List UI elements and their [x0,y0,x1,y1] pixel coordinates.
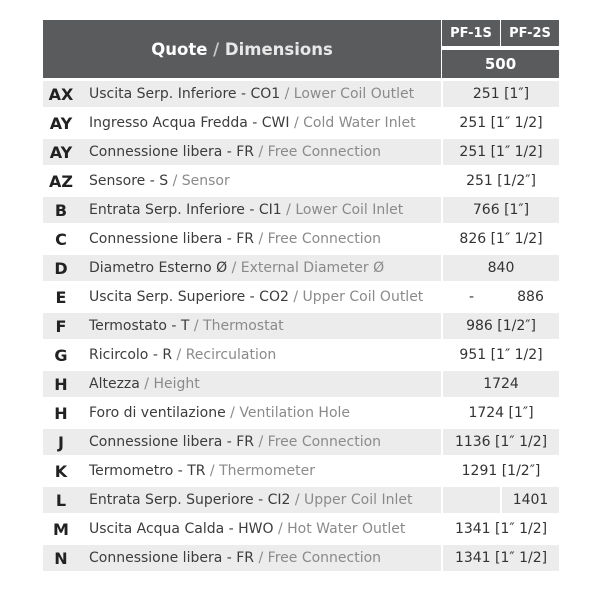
row-description [79,139,441,165]
row-value: 840 [441,255,559,281]
row-description-italian: Ricircolo - R [89,347,173,363]
table-row [43,429,559,455]
row-value: 1291 [1/2″] [441,458,559,484]
row-description-italian: Connessione libera - FR [89,434,255,450]
row-value-pf1s [441,487,500,513]
row-description-italian: Altezza [89,376,140,392]
row-code: D [43,255,79,281]
row-value: 951 [1″ 1/2] [441,342,559,368]
row-description-italian: Ingresso Acqua Fredda - CWI [89,115,290,131]
table-row [43,168,559,194]
model-header-pf2s: PF-2S [500,20,559,46]
row-value: 1724 [441,371,559,397]
row-description [79,226,441,252]
row-description-separator: / [172,347,186,363]
row-description-italian: Uscita Acqua Calda - HWO [89,521,274,537]
row-description-separator: / [290,492,305,508]
row-description-separator: / [139,376,154,392]
row-code: L [43,487,79,513]
table-title [43,20,441,78]
row-description-italian: Entrata Serp. Inferiore - CI1 [89,202,282,218]
row-description-separator: / [254,550,268,566]
row-description-english: Hot Water Outlet [287,521,406,537]
table-row [43,400,559,426]
table-row [43,226,559,252]
table-row [43,139,559,165]
row-code: J [43,429,79,455]
row-description-separator: / [168,173,182,189]
row-description [79,458,441,484]
table-row [43,516,559,542]
row-description-english: Lower Coil Inlet [295,202,404,218]
row-code: E [55,287,67,307]
row-value: 1341 [1″ 1/2] [441,545,559,571]
table-row [43,110,559,136]
row-description-italian: Uscita Serp. Superiore - CO2 [89,289,289,305]
row-description-english: Upper Coil Outlet [302,289,424,305]
row-description [79,284,441,310]
table-row [43,545,559,571]
row-description [79,429,441,455]
row-code: AZ [49,171,73,191]
row-description-italian: Termometro - TR [89,463,206,479]
row-description-english: External Diameter Ø [240,260,385,276]
row-description-english: Height [153,376,200,392]
row-description-english: Upper Coil Inlet [304,492,413,508]
row-value: 251 [1″ 1/2] [441,110,559,136]
table-row [43,342,559,368]
row-description-english: Thermometer [219,463,315,479]
table-row [43,458,559,484]
row-value-pf2s: 1401 [500,487,559,513]
row-value-pf1s: - [441,284,500,310]
row-description-italian: Foro di ventilazione [89,405,226,421]
dimensions-table-container [43,20,559,574]
row-code: H [54,403,68,423]
row-description-separator: / [288,289,303,305]
row-description-english: Sensor [181,173,230,189]
model-header-pf1s: PF-1S [441,20,500,46]
row-description-english: Ventilation Hole [239,405,351,421]
table-row [43,371,559,397]
row-value: 1341 [1″ 1/2] [441,516,559,542]
row-value: 766 [1″] [441,197,559,223]
row-description-italian: Connessione libera - FR [89,550,255,566]
row-description-separator: / [205,463,220,479]
row-code: H [43,371,79,397]
row-code: AY [49,113,73,133]
row-description-english: Recirculation [185,347,277,363]
row-value: 986 [1/2″] [441,313,559,339]
row-description [79,487,441,513]
table-title-italian: Quote [151,39,208,59]
row-code: G [54,345,68,365]
row-code: F [43,313,79,339]
row-description [79,110,441,136]
table-row [43,487,559,513]
row-description-italian: Connessione libera - FR [89,231,255,247]
row-description-separator: / [189,318,204,334]
row-description [79,516,441,542]
table-body [43,81,559,571]
table-title-english: Dimensions [224,39,333,59]
row-value: 251 [1/2″] [441,168,559,194]
row-description [79,168,441,194]
row-code: AX [43,81,79,107]
table-row [43,255,559,281]
row-description-english: Free Connection [267,144,382,160]
row-code: N [43,545,79,571]
row-description-english: Cold Water Inlet [303,115,416,131]
row-description [79,400,441,426]
table-row [43,313,559,339]
row-description-separator: / [254,144,268,160]
row-value-pf2s: 886 [500,284,559,310]
row-description-italian: Entrata Serp. Superiore - CI2 [89,492,291,508]
row-description [79,81,441,107]
row-description-english: Lower Coil Outlet [293,86,415,102]
dimensions-table [43,17,559,574]
size-header: 500 [441,49,559,78]
table-row [43,284,559,310]
row-description [79,197,441,223]
row-description-english: Thermostat [203,318,284,334]
row-description-english: Free Connection [267,550,382,566]
row-description-italian: Termostato - T [89,318,190,334]
row-description [79,255,441,281]
row-description-separator: / [280,86,294,102]
table-title-separator: / [207,39,225,59]
row-value: 251 [1″] [441,81,559,107]
row-code: K [54,461,68,481]
row-value: 1136 [1″ 1/2] [441,429,559,455]
table-row [43,197,559,223]
row-description [79,342,441,368]
row-description-separator: / [254,434,268,450]
row-value: 251 [1″ 1/2] [441,139,559,165]
row-description-separator: / [281,202,296,218]
row-code: C [55,229,67,249]
row-description-italian: Diametro Esterno Ø [89,260,228,276]
row-description-english: Free Connection [267,231,382,247]
table-row [43,81,559,107]
row-description-separator: / [225,405,240,421]
row-code: AY [43,139,79,165]
row-description [79,545,441,571]
row-description-italian: Sensore - S [89,173,169,189]
row-description-separator: / [227,260,241,276]
row-description-italian: Connessione libera - FR [89,144,255,160]
row-description-italian: Uscita Serp. Inferiore - CO1 [89,86,281,102]
row-code: B [43,197,79,223]
row-description-separator: / [273,521,288,537]
row-code: M [53,519,69,539]
row-description [79,371,441,397]
row-description-english: Free Connection [267,434,382,450]
row-description-separator: / [289,115,304,131]
row-value: 826 [1″ 1/2] [441,226,559,252]
row-description [79,313,441,339]
row-description-separator: / [254,231,268,247]
row-value: 1724 [1″] [441,400,559,426]
